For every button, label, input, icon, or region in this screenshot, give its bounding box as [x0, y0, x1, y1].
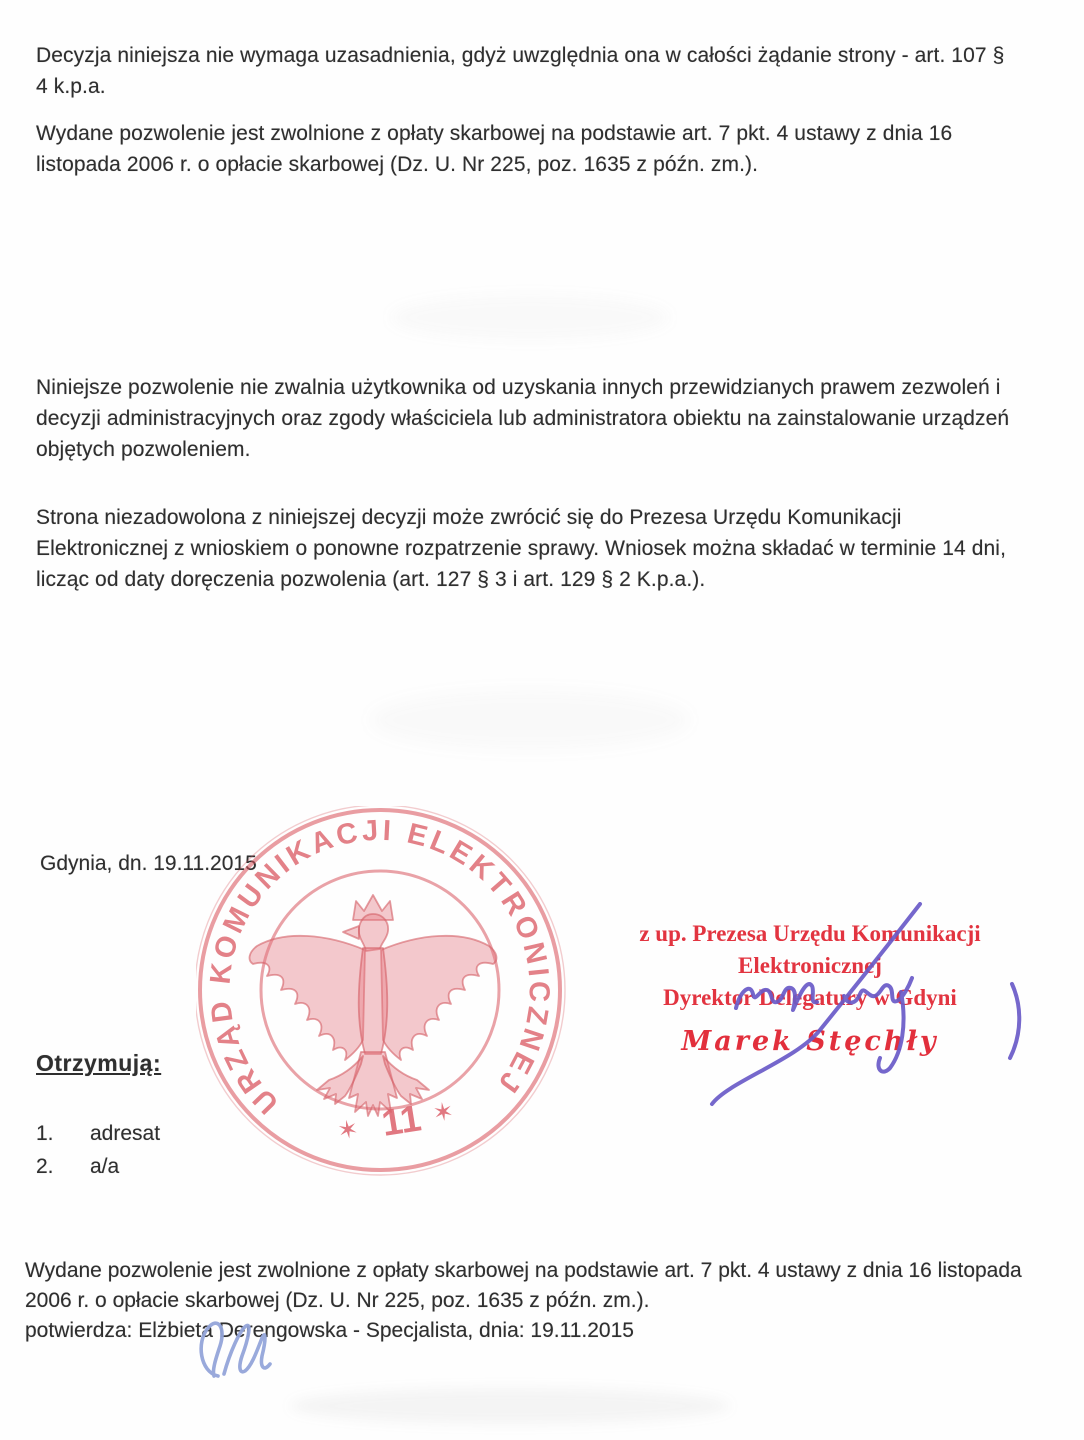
footer-fee-note: Wydane pozwolenie jest zwolnione z opłaty skarbowej na podstawie art. 7 pkt. 4 ustawy z dnia 16 listopada 2006 r. o opłacie skarbowej (Dz. U. Nr 225, poz. 1635 z późn. zm.).: [25, 1259, 1022, 1312]
recipient-row-1: [36, 1122, 160, 1146]
scan-artifact: [390, 295, 670, 340]
signature-title-line: Dyrektor Delegatury w Gdyni: [663, 985, 957, 1010]
signature-authority-line: z up. Prezesa Urzędu Komunikacji Elektronicznej: [639, 921, 981, 978]
footer-confirmation-line: potwierdza: Elżbieta Derengowska - Specjalista, dnia: 19.11.2015: [25, 1319, 634, 1342]
footer-block: [25, 1256, 1037, 1346]
paragraph-other-permits: Niniejsze pozwolenie nie zwalnia użytkownika od uzyskania innych przewidzianych prawem zezwoleń i decyzji administracyjnych oraz zgody właściciela lub administratora obiektu na zainstalowanie urządzeń objętych pozwoleniem.: [36, 376, 1010, 461]
scan-artifact: [290, 1388, 730, 1424]
paragraph-no-justification: Decyzja niniejsza nie wymaga uzasadnienia, gdyż uwzględnia ona w całości żądanie strony - art. 107 § 4 k.p.a.: [36, 44, 1005, 98]
recipient-row-2: [36, 1155, 119, 1179]
stamp-star-right: ✶: [430, 1097, 456, 1128]
eagle-beak: [343, 926, 359, 939]
eagle-left-wing: [250, 936, 365, 1060]
official-round-stamp: [196, 806, 568, 1178]
recipients-heading: Otrzymują:: [36, 1050, 162, 1076]
paraph-w-stroke: [224, 1325, 270, 1374]
stamp-ring-text: URZĄD KOMUNIKACJI ELEKTRONICZNEJ: [204, 814, 555, 1120]
recipient-1-number: 1.: [36, 1122, 54, 1145]
recipient-2-number: 2.: [36, 1155, 54, 1178]
paraph-loop: [201, 1323, 222, 1376]
signer-name: Marek Stęchły: [681, 1026, 939, 1057]
eagle-head: [359, 914, 388, 951]
signature-squiggle-left: [736, 984, 817, 1010]
handwritten-paraph-ink: [188, 1312, 288, 1390]
place-date-line: Gdynia, dn. 19.11.2015: [40, 852, 257, 875]
signature-paren-stroke: [1010, 984, 1019, 1058]
polish-eagle-emblem: [250, 895, 497, 1116]
stamp-number: 11: [378, 1097, 424, 1144]
recipient-2-label: a/a: [90, 1155, 120, 1178]
signature-descender: [878, 992, 903, 1072]
handwritten-signature-ink: [560, 880, 1084, 1150]
recipient-1-label: adresat: [90, 1122, 161, 1145]
eagle-body: [359, 948, 388, 1054]
stamp-star-left: ✶: [335, 1114, 361, 1146]
eagle-right-wing: [381, 936, 496, 1060]
paragraph-fee-exemption: Wydane pozwolenie jest zwolnione z opłaty skarbowej na podstawie art. 7 pkt. 4 ustawy z dnia 16 listopada 2006 r. o opłacie skarbowej (Dz. U. Nr 225, poz. 1635 z późn. zm.).: [36, 122, 953, 176]
scan-artifact: [370, 690, 690, 750]
paragraph-appeal-rights: Strona niezadowolona z niniejszej decyzji może zwrócić się do Prezesa Urzędu Komunikacji Elektronicznej z wnioskiem o ponowne rozpatrzenie sprawy. Wniosek można składać w terminie 14 dni, licząc od daty doręczenia pozwolenia (art. 127 § 3 i art. 129 § 2 K.p.a.).: [36, 506, 1007, 591]
